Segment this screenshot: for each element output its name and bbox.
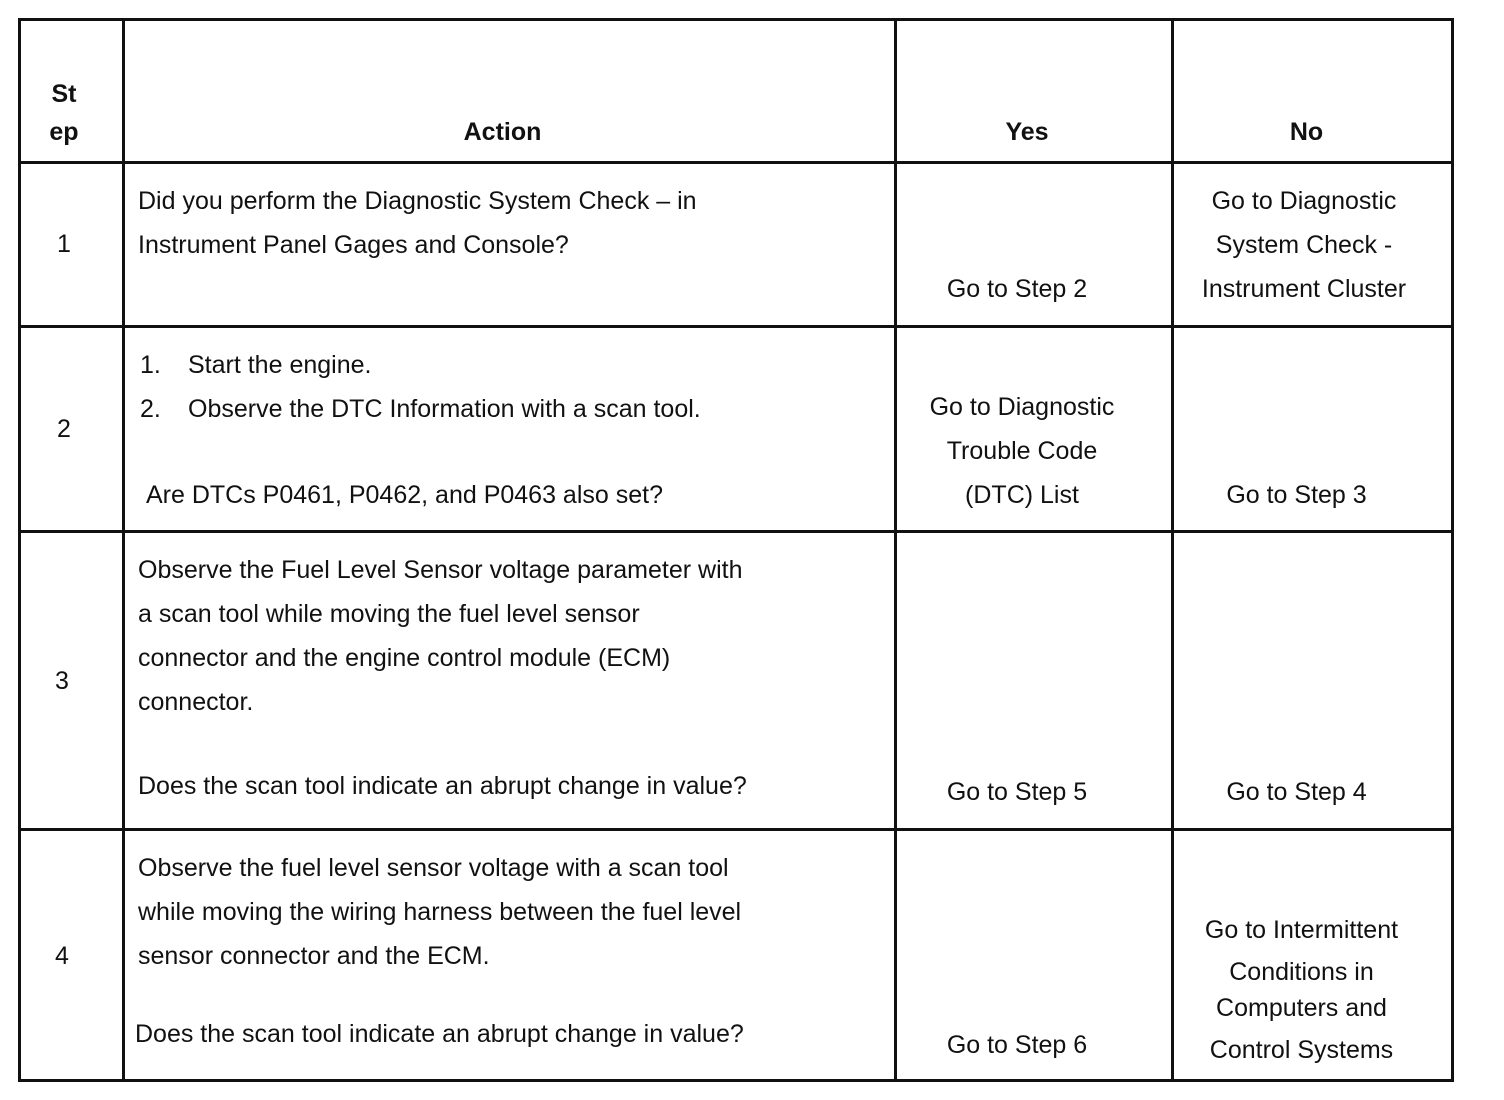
action-step-item xyxy=(140,387,701,431)
no-result: Go to Step 4 xyxy=(1226,778,1367,806)
header-step-line1: St xyxy=(51,80,77,108)
step-item-text: Start the engine. xyxy=(188,351,372,379)
action-line: Observe the fuel level sensor voltage with a scan tool xyxy=(138,854,729,882)
action-line: a scan tool while moving the fuel level sensor xyxy=(138,600,640,628)
yes-result-line: (DTC) List xyxy=(965,481,1079,509)
action-line: Observe the Fuel Level Sensor voltage parameter with xyxy=(138,556,743,584)
step-number: 1 xyxy=(57,230,71,258)
action-question: Does the scan tool indicate an abrupt change in value? xyxy=(138,772,747,800)
step-item-number: 2. xyxy=(140,395,161,423)
action-question: Are DTCs P0461, P0462, and P0463 also set? xyxy=(146,481,663,509)
action-question: Does the scan tool indicate an abrupt change in value? xyxy=(135,1020,744,1048)
action-text xyxy=(138,179,697,267)
no-result: Go to Step 3 xyxy=(1226,481,1367,509)
step-number: 3 xyxy=(55,667,69,695)
row-divider xyxy=(21,325,1451,328)
yes-result: Go to Step 6 xyxy=(946,1031,1088,1059)
action-steps-list xyxy=(140,343,701,431)
row-divider xyxy=(21,161,1451,164)
no-result-line: Control Systems xyxy=(1209,1036,1394,1064)
header-action: Action xyxy=(463,118,542,146)
action-line: Did you perform the Diagnostic System Check – in xyxy=(138,187,697,215)
header-yes: Yes xyxy=(1005,118,1049,146)
no-result-line: System Check - xyxy=(1215,231,1393,259)
column-divider xyxy=(894,21,897,1079)
no-result-line: Conditions in xyxy=(1229,958,1374,986)
action-text xyxy=(138,548,742,724)
header-no: No xyxy=(1289,118,1324,146)
action-line: connector. xyxy=(138,688,254,716)
no-result xyxy=(1174,909,1429,1071)
column-divider xyxy=(122,21,125,1079)
step-item-text: Observe the DTC Information with a scan tool. xyxy=(188,395,701,423)
diagnostic-table xyxy=(18,18,1454,1082)
no-result-line: Go to Diagnostic xyxy=(1211,187,1397,215)
action-line: connector and the engine control module (ECM) xyxy=(138,644,671,672)
step-number: 2 xyxy=(57,415,71,443)
step-item-number: 1. xyxy=(140,351,161,379)
action-line: while moving the wiring harness between the fuel level xyxy=(138,898,742,926)
yes-result-line: Go to Diagnostic xyxy=(929,393,1115,421)
action-text xyxy=(138,846,741,978)
no-result-line: Instrument Cluster xyxy=(1201,275,1407,303)
no-result xyxy=(1174,179,1434,311)
action-line: Instrument Panel Gages and Console? xyxy=(138,231,569,259)
header-step-line2: ep xyxy=(49,118,79,146)
step-number: 4 xyxy=(55,942,69,970)
no-result-line: Go to Intermittent xyxy=(1204,916,1399,944)
no-result-line: Computers and xyxy=(1216,994,1387,1022)
yes-result-line: Trouble Code xyxy=(946,437,1098,465)
yes-result xyxy=(897,385,1147,517)
yes-result: Go to Step 2 xyxy=(946,275,1088,303)
yes-result: Go to Step 5 xyxy=(946,778,1088,806)
row-divider xyxy=(21,828,1451,831)
row-divider xyxy=(21,530,1451,533)
header-step xyxy=(21,75,107,151)
action-line: sensor connector and the ECM. xyxy=(138,942,490,970)
action-step-item xyxy=(140,343,701,387)
